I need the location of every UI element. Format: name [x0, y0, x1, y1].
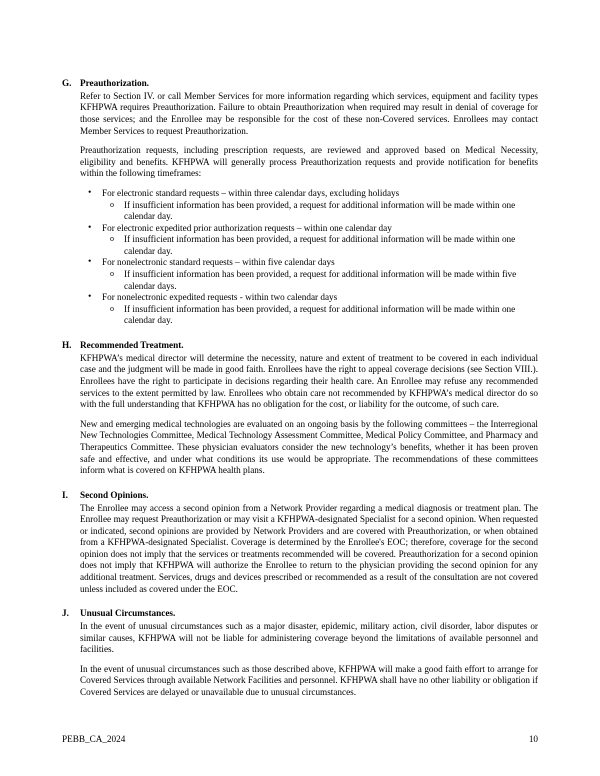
footer-document-id: PEBB_CA_2024: [62, 734, 126, 744]
section-paragraph: Preauthorization requests, including prescription requests, are reviewed and approved based on Medical Necessity, eligibility and benefits. KFHPWA will generally process Preauthorization requests and provide notification for benefits within the following timeframes:: [80, 145, 538, 179]
sub-list-item: o If insufficient information has been provided, a request for additional information will be made within one calendar day.: [102, 234, 538, 257]
section-title: Unusual Circumstances.: [80, 608, 176, 619]
sub-list: [102, 234, 538, 257]
section-letter: G.: [62, 78, 72, 88]
section-letter: H.: [62, 340, 72, 351]
section-heading: [62, 340, 538, 352]
list-item: [80, 223, 538, 258]
section-heading: [62, 78, 538, 90]
sub-list-item: o If insufficient information has been provided, a request for additional information will be made within one calendar day.: [102, 200, 538, 223]
sub-list: [102, 269, 538, 292]
section-heading: [62, 490, 538, 502]
section-paragraph: Refer to Section IV. or call Member Services for more information regarding which services, equipment and facility types KFHPWA requires Preauthorization. Failure to obtain Preauthorization when required may result in denial of coverage for those services; and the Enrollee may be responsible for the cost of these non-Covered services. Enrollees may contact Member Services to request Preauthorization.: [80, 90, 538, 136]
section-title: Recommended Treatment.: [80, 340, 184, 351]
sections-container: [62, 78, 538, 699]
section-heading: [62, 608, 538, 620]
document-section: [62, 340, 538, 477]
footer-page-number: 10: [528, 734, 538, 744]
section-paragraph: New and emerging medical technologies are evaluated on an ongoing basis by the following committees – the Interregional New Technologies Committee, Medical Technology Assessment Committee, Medical Policy Committee, and Pharmacy and Therapeutics Committee. These physician evaluators consider the new technology’s benefits, whether it has been proven safe and effective, and under what conditions its use would be appropriate. The recommendations of these committees inform what is covered on KFHPWA health plans.: [80, 418, 538, 476]
list-item-text: For electronic expedited prior authorization requests – within one calendar day: [102, 222, 392, 233]
bullet-list: [80, 188, 538, 327]
section-letter: J.: [62, 608, 69, 619]
page-footer: [62, 734, 538, 744]
list-item-text: For nonelectronic standard requests – within five calendar days: [102, 257, 335, 268]
section-letter: I.: [62, 489, 68, 500]
list-item: [80, 257, 538, 292]
section-paragraph: In the event of unusual circumstances such as a major disaster, epidemic, military action, civil disorder, labor disputes or similar causes, KFHPWA will not be liable for administering coverage beyond the limitations of available personnel and facilities.: [80, 621, 538, 655]
section-title: Preauthorization.: [80, 78, 149, 88]
sub-list-item: o If insufficient information has been provided, a request for additional information will be made within five calendar days.: [102, 269, 538, 292]
sub-list: [102, 200, 538, 223]
section-paragraph: The Enrollee may access a second opinion from a Network Provider regarding a medical diagnosis or treatment plan. The Enrollee may request Preauthorization or may visit a KFHPWA-designated Specialist for a second opinion. When requested or indicated, second opinions are provided by Network Providers and are covered with Preauthorization, or when obtained from a KFHPWA-designated Specialist. Coverage is determined by the Enrollee's EOC; therefore, coverage for the second opinion does not imply that the services or treatments recommended will be covered. Preauthorization for a second opinion does not imply that KFHPWA will authorize the Enrollee to return to the physician providing the second opinion for any additional treatment. Services, drugs and devices prescribed or recommended as a result of the consultation are not covered unless included as covered under the EOC.: [80, 502, 538, 594]
list-item-text: For nonelectronic expedited requests - within two calendar days: [102, 292, 338, 303]
list-item: [80, 188, 538, 223]
document-section: [62, 78, 538, 327]
sub-list: [102, 304, 538, 327]
section-paragraph: KFHPWA’s medical director will determine the necessity, nature and extent of treatment to be covered in each individual case and the judgment will be made in good faith. Enrollees have the right to appeal coverage decisions (see Section VIII.). Enrollees have the right to participate in decisions regarding their health care. An Enrollee may refuse any recommended services to the extent permitted by law. Enrollees who obtain care not recommended by KFHPWA’s medical director do so with the full understanding that KFHPWA has no obligation for the cost, or liability for the outcome, of such care.: [80, 352, 538, 410]
list-item: [80, 292, 538, 327]
document-section: [62, 490, 538, 596]
sub-list-item: o If insufficient information has been provided, a request for additional information will be made within one calendar day.: [102, 304, 538, 327]
document-section: [62, 608, 538, 698]
section-paragraph: In the event of unusual circumstances such as those described above, KFHPWA will make a good faith effort to arrange for Covered Services through available Network Facilities and personnel. KFHPWA shall have no other liability or obligation if Covered Services are delayed or unavailable due to unusual circumstances.: [80, 663, 538, 697]
list-item-text: For electronic standard requests – within three calendar days, excluding holidays: [102, 187, 400, 198]
section-title: Second Opinions.: [80, 489, 149, 500]
